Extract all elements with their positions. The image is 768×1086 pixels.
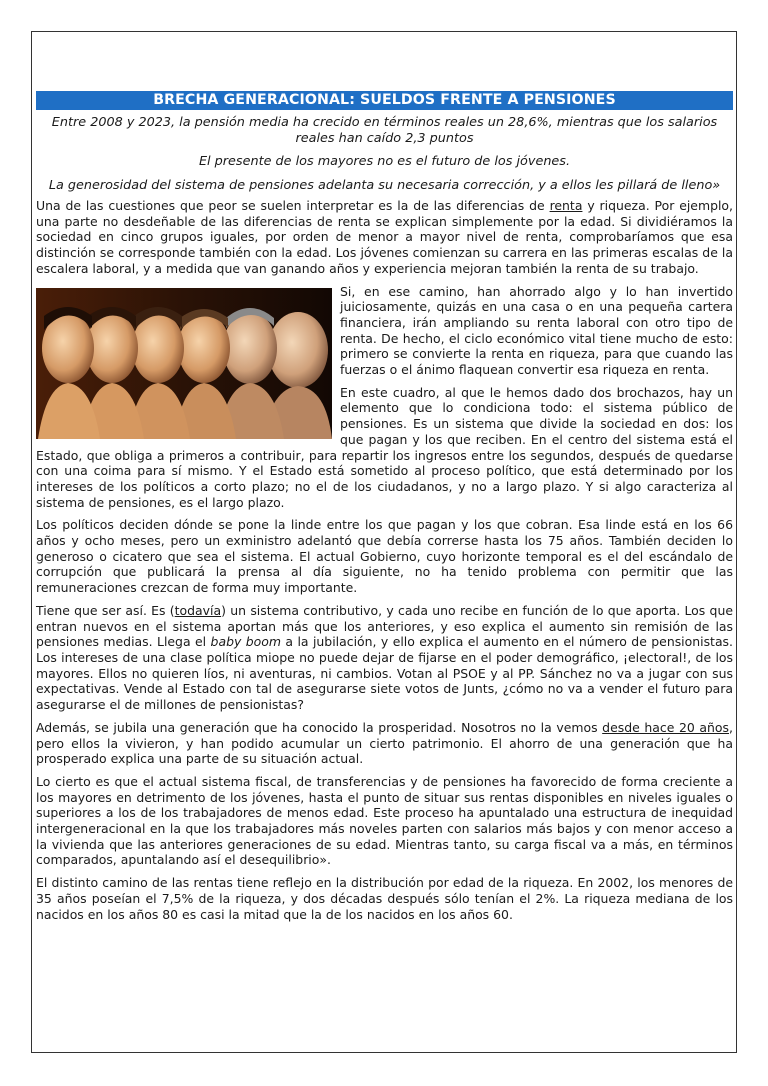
paragraph-4: Los políticos deciden dónde se pone la linde entre los que pagan y los que cobran. Esa linde está en los 66 años y ocho meses, pero un exministro adelantó que debía correrse hasta los 75 años. También deciden lo generoso o cicatero que sea el sistema. El actual Gobierno, cuyo horizonte temporal es el del escándalo de corrupción que publicará la prensa al día siguiente, no ha tenido problema con permitir que las remuneraciones crezcan de forma muy importante. (36, 517, 733, 596)
article (36, 91, 733, 929)
paragraph-2: Si, en ese camino, han ahorrado algo y lo han invertido juiciosamente, quizás en una casa o en una pequeña cartera financiera, irán ampliando su renta laboral con otro tipo de renta. De hecho, el ciclo económico vital tiene mucho de esto: primero se convierte la renta en riqueza, para que cuando las fuerzas o el ánimo flaquean convertir esa riqueza en renta. (340, 283, 733, 378)
p1-text-b: y riqueza. Por ejemplo, una parte no desdeñable de las diferencias de renta se explican simplemente por la edad. Si dividiéramos la sociedad en cinco grupos iguales, por orden de menor a mayor nivel de renta, comprobaríamos que esa distinción se corresponde también con la edad. Los jóvenes comienzan su carrera en las primeras escalas de la escalera laboral, y a medida que van ganando años y experiencia mejoran también la renta de su trabajo. (36, 198, 733, 276)
subtitle-1: Entre 2008 y 2023, la pensión media ha crecido en términos reales un 28,6%, mientras que los salarios reales han caído 2,3 puntos (51, 115, 718, 146)
p5-text-a: Tiene que ser así. Es ( (36, 602, 175, 618)
aging-faces-image (36, 288, 332, 439)
paragraph-5 (36, 603, 733, 713)
subtitle-2: El presente de los mayores no es el futuro de los jóvenes. (198, 154, 571, 169)
subtitle-3: La generosidad del sistema de pensiones adelanta su necesaria corrección, y a ellos les pillará de lleno» (48, 177, 721, 193)
paragraph-7: Lo cierto es que el actual sistema fiscal, de transferencias y de pensiones ha favorecido de forma creciente a los mayores en detrimento de los jóvenes, hasta el punto de situar sus rentas disponibles en niveles iguales o superiores a los de los trabajadores de menos edad. Este proceso ha apuntalado una estructura de inequidad intergeneracional en la que los trabajadores más noveles parten con salarios más bajos y con menor acceso a la vivienda que las anteriores generaciones de su edad. Mientras tanto, su carga fiscal va a más, en términos comparados, apuntalando así el desequilibrio». (36, 773, 733, 868)
p5-text-b: ) un sistema contributivo, y cada uno recibe en función de lo que aporta. Los que entran nuevos en el sistema aportan más que los anteriores, y eso explica el aumento sin remisión de las pensiones medias. Llega el (36, 602, 733, 650)
baby-boom-emphasis: baby boom (210, 634, 281, 650)
article-title: BRECHA GENERACIONAL: SUELDOS FRENTE A PENSIONES (36, 91, 733, 110)
p6-text-a: Además, se jubila una generación que ha conocido la prosperidad. Nosotros no la vemos (36, 719, 603, 735)
todavia-link[interactable]: todavía (174, 602, 222, 618)
p5-text-c: a la jubilación, y ello explica el aumento en el número de pensionistas. Los intereses de una clase política miope no puede dejar de fijarse en el poder demográfico, ¡electoral!, de los mayores. Ellos no quieren líos, ni aventuras, ni cambios. Votan al PSOE y al PP. Sánchez no va a jugar con sus expectativas. Vende al Estado con tal de asegurarse siete votos de Junts, ¿cómo no va a vender el futuro para asegurarse el de millones de pensionistas? (36, 634, 733, 713)
renta-link[interactable]: renta (549, 198, 583, 213)
paragraph-8: El distinto camino de las rentas tiene reflejo en la distribución por edad de la riqueza. En 2002, los menores de 35 años poseían el 7,5% de la riqueza, y dos décadas después sólo tenían el 2%. La riqueza mediana de los nacidos en los años 80 es casi la mitad que la de los nacidos en los años 60. (36, 875, 733, 922)
paragraph-6 (36, 720, 733, 767)
paragraph-1 (36, 198, 733, 277)
p6-text-b: , pero ellos la vivieron, y han podido acumular un cierto patrimonio. El ahorro de una generación que ha prosperado explica una parte de su situación actual. (36, 719, 733, 767)
desde-hace-20-anos-link[interactable]: desde hace 20 años (602, 719, 730, 735)
p1-text-a: Una de las cuestiones que peor se suelen interpretar es la de las diferencias de (36, 198, 550, 213)
paragraph-3: En este cuadro, al que le hemos dado dos brochazos, hay un elemento que lo condiciona todo: el sistema público de pensiones. Es un sistema que divide la sociedad en dos: los que pagan y los que reciben. En el centro del sistema está el Estado, que obliga a primeros a contribuir, para repartir los ingresos entre los segundos, después de quedarse con una coima para sí mismo. Y el Estado está sometido al proceso político, que está determinado por los intereses de los políticos a corto plazo; no el de los ciudadanos, y no a largo plazo. Y si algo caracteriza al sistema de pensiones, es el largo plazo. (36, 384, 733, 510)
